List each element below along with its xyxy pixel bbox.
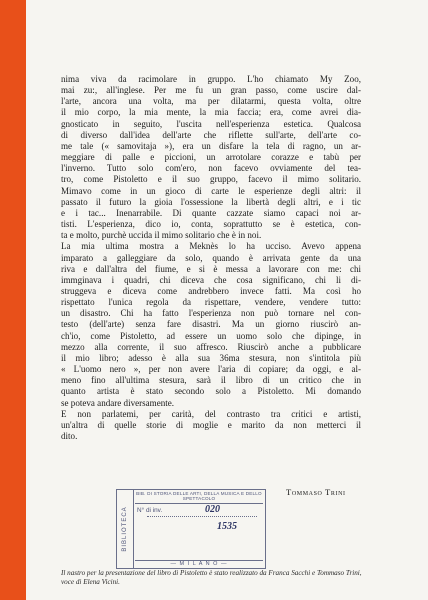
body-line: immginava i quadri, chi diceva che cosa significano, chi li di- <box>61 274 361 285</box>
body-line: dito. <box>61 431 78 441</box>
body-line: un disastro. Chi ha fatto l'esperienza non può tornare nel con- <box>61 308 361 319</box>
body-line: meggiare di palle e piccioni, un arrotolare corazze e tabù per <box>61 152 361 163</box>
author-signature: Tommaso Trini <box>286 487 346 497</box>
stamp-header: BIB. DI STORIA DELLE ARTI, DELLA MUSICA E DELLO SPETTACOLO <box>135 491 263 504</box>
body-line: gnosticato in seguito, l'uscita nell'esperienza estetica. Qualcosa <box>61 118 361 129</box>
body-line: ch'io, come Pistoletto, ad essere un uomo solo che dipinge, in <box>61 330 361 341</box>
stamp-number-row <box>217 521 237 532</box>
body-line: struggeva e diceva come andrebbero invece fatti. Ma così ho <box>61 285 361 296</box>
body-line: Mimavo come in un gioco di carte le esperienze degli altri: il <box>61 185 361 196</box>
stamp-side-label: BIBLIOTECA <box>122 506 128 552</box>
body-line: « L'uomo nero », per non avere l'aria di copiare; da oggi, e al- <box>61 364 361 375</box>
stamp-number-value: 1535 <box>217 521 237 532</box>
body-line: imparato a galleggiare da solo, quando è arrivata gente da una <box>61 252 361 263</box>
body-text <box>61 74 361 442</box>
body-line: rispettato l'unica regola da rispettare, vendere, vendere tutto: <box>61 297 361 308</box>
library-stamp <box>116 489 266 569</box>
body-line: tro, come Pistoletto e il suo gruppo, facevo il mimo solitario. <box>61 174 361 185</box>
body-line: mezzo alla corrente, il suo affresco. Riuscirò anche a pubblicare <box>61 341 361 352</box>
stamp-footer: — M I L A N O — <box>135 560 263 567</box>
body-line: ta e molto, purchè uccida il mimo solitario che è in noi. <box>61 230 262 241</box>
body-line: meno fino all'ultima stesura, sarà il libro di un critico che in <box>61 375 361 386</box>
body-line: tisti. L'esperienza, dico io, conta, soprattutto se è estetica, con- <box>61 219 361 230</box>
stamp-inventory-value: 020 <box>205 504 220 515</box>
body-line: l'inverno. Tutto solo com'ero, non facevo ovviamente del tea- <box>61 163 361 174</box>
stamp-inventory-row <box>137 504 220 515</box>
body-line: mai zu:, all'inglese. Per me fu un gran passo, come uscire dal- <box>61 85 361 96</box>
body-line: se poteva andare diversamente. <box>61 397 175 408</box>
body-line: un'altra di quelle storie di moglie e marito da non metterci il <box>61 419 361 430</box>
body-line: il mio libro; adesso è alla sua 36ma stesura, non s'intitola più <box>61 352 361 363</box>
body-line: riva e dall'altra del fiume, e si è messa a lavorare con me: chi <box>61 263 361 274</box>
body-line: quanto artista è stato secondo solo a Pistoletto. Mi domando <box>61 386 361 397</box>
stamp-side <box>117 490 134 568</box>
body-line: me tale (« samovitaja »), era un disfare la tela di ragno, un ar- <box>61 140 361 151</box>
body-line: La mia ultima mostra a Meknès lo ha ucciso. Avevo appena <box>61 241 361 252</box>
body-line: testo (dell'arte) senza fare disastri. Ma un giorno riuscirò an- <box>61 319 361 330</box>
body-line: il mio corpo, la mia mente, la mia faccia; era, come avrei dia- <box>61 107 361 118</box>
body-line: e i tac... Inenarrabile. Di quante cazzate siamo capaci noi ar- <box>61 207 361 218</box>
body-line: di diverso dall'idea dell'arte che riflette sull'arte, dell'arte co- <box>61 129 361 140</box>
body-line: E non parlatemi, per carità, del contrasto tra critici e artisti, <box>61 408 361 419</box>
orange-page-edge <box>0 0 26 600</box>
stamp-dotted-line <box>147 516 257 517</box>
body-line: l'arte, ancora una volta, ma per dilatarmi, questa volta, oltre <box>61 96 361 107</box>
footnote-caption: Il nastro per la presentazione del libro di Pistoletto è stato realizzato da Franca Sacchi e Tommaso Trini, voce di Elena Vicini. <box>61 569 362 587</box>
body-line: passato il futuro la gioia l'ossessione la libertà degli altri, e i tic <box>61 196 361 207</box>
stamp-inventory-label: N° di inv. <box>137 507 163 514</box>
body-line: nima viva da racimolare in gruppo. L'ho chiamato My Zoo, <box>61 74 361 84</box>
